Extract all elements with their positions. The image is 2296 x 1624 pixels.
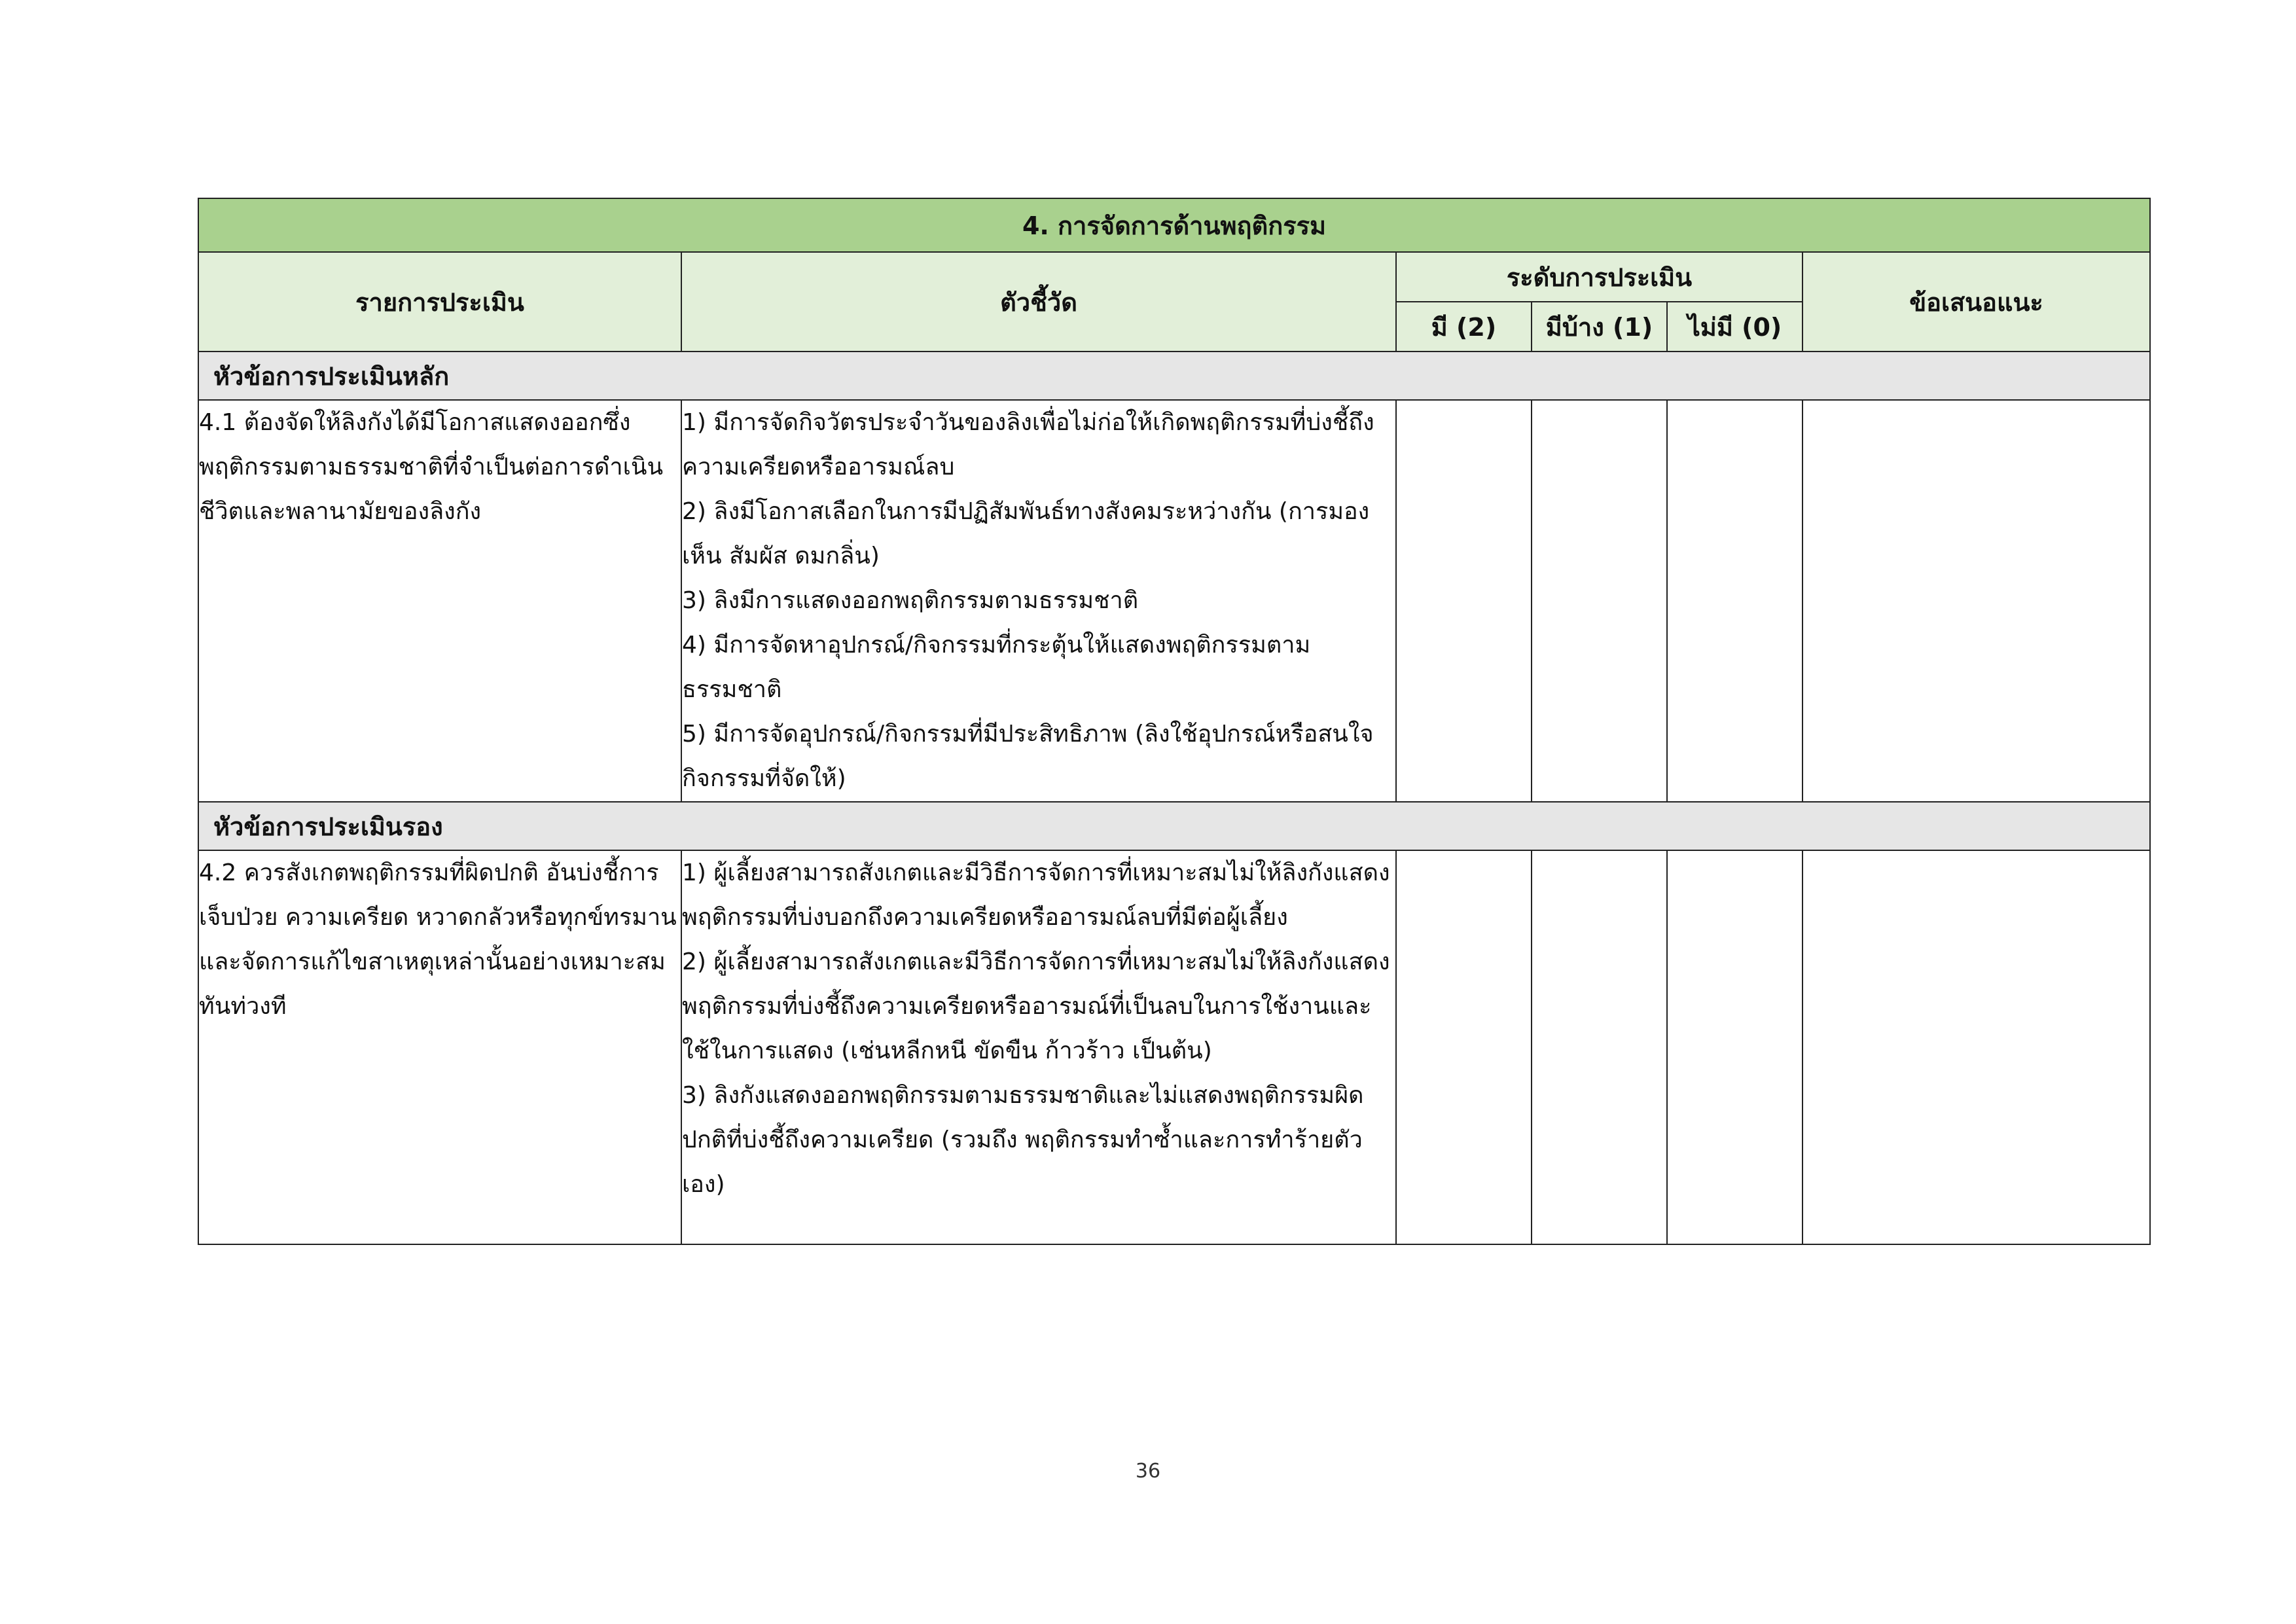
indicator-item: 1) มีการจัดกิจวัตรประจำวันของลิงเพื่อไม่ก่อให้เกิดพฤติกรรมที่บ่งชี้ถึงความเครียดหรืออารมณ์ลบ	[682, 409, 1374, 480]
table-row	[198, 850, 2150, 1244]
section-label-main: หัวข้อการประเมินหลัก	[198, 352, 2150, 400]
score-cell-have[interactable]	[1396, 850, 1532, 1244]
indicator-item: 5) มีการจัดอุปกรณ์/กิจกรรมที่มีประสิทธิภาพ (ลิงใช้อุปกรณ์หรือสนใจกิจกรรมที่จัดให้)	[682, 721, 1374, 792]
suggestion-cell[interactable]	[1803, 400, 2150, 802]
header-assessment-item: รายการประเมิน	[198, 252, 681, 352]
assessment-table	[198, 198, 2151, 1245]
suggestion-cell[interactable]	[1803, 850, 2150, 1244]
indicator-item: 4) มีการจัดหาอุปกรณ์/กิจกรรมที่กระตุ้นให้แสดงพฤติกรรมตามธรรมชาติ	[682, 632, 1311, 703]
assessment-item-text: 4.2 ควรสังเกตพฤติกรรมที่ผิดปกติ อันบ่งชี้การเจ็บป่วย ความเครียด หวาดกลัวหรือทุกข์ทรมานและจัดการแก้ไขสาเหตุเหล่านั้นอย่างเหมาะสมทันท่วงที	[198, 850, 681, 1244]
header-suggestion: ข้อเสนอแนะ	[1803, 252, 2150, 352]
score-cell-some[interactable]	[1532, 400, 1667, 802]
indicator-list	[681, 400, 1396, 802]
score-cell-some[interactable]	[1532, 850, 1667, 1244]
score-cell-have[interactable]	[1396, 400, 1532, 802]
indicator-item: 1) ผู้เลี้ยงสามารถสังเกตและมีวิธีการจัดการที่เหมาะสมไม่ให้ลิงกังแสดงพฤติกรรมที่บ่งบอกถึงความเครียดหรืออารมณ์ลบที่มีต่อผู้เลี้ยง	[682, 859, 1390, 931]
assessment-item-text: 4.1 ต้องจัดให้ลิงกังได้มีโอกาสแสดงออกซึ่งพฤติกรรมตามธรรมชาติที่จำเป็นต่อการดำเนินชีวิตและพลานามัยของลิงกัง	[198, 400, 681, 802]
header-assessment-level: ระดับการประเมิน	[1396, 252, 1803, 302]
indicator-item: 2) ผู้เลี้ยงสามารถสังเกตและมีวิธีการจัดการที่เหมาะสมไม่ให้ลิงกังแสดงพฤติกรรมที่บ่งชี้ถึงความเครียดหรืออารมณ์ที่เป็นลบในการใช้งานและใช้ในการแสดง (เช่นหลีกหนี ขัดขืน ก้าวร้าว เป็นต้น)	[682, 948, 1390, 1064]
header-level-have: มี (2)	[1396, 302, 1532, 352]
table-row	[198, 400, 2150, 802]
header-indicator: ตัวชี้วัด	[681, 252, 1396, 352]
indicator-item: 3) ลิงมีการแสดงออกพฤติกรรมตามธรรมชาติ	[682, 587, 1139, 614]
score-cell-none[interactable]	[1667, 400, 1803, 802]
indicator-item: 2) ลิงมีโอกาสเลือกในการมีปฏิสัมพันธ์ทางสังคมระหว่างกัน (การมองเห็น สัมผัส ดมกลิ่น)	[682, 498, 1370, 569]
indicator-item: 3) ลิงกังแสดงออกพฤติกรรมตามธรรมชาติและไม่แสดงพฤติกรรมผิดปกติที่บ่งชี้ถึงความเครียด (รวมถึง พฤติกรรมทำซ้ำและการทำร้ายตัวเอง)	[682, 1082, 1364, 1198]
section-label-secondary: หัวข้อการประเมินรอง	[198, 802, 2150, 850]
score-cell-none[interactable]	[1667, 850, 1803, 1244]
header-level-none: ไม่มี (0)	[1667, 302, 1803, 352]
section-title: 4. การจัดการด้านพฤติกรรม	[198, 198, 2150, 252]
indicator-list	[681, 850, 1396, 1244]
header-level-some: มีบ้าง (1)	[1532, 302, 1667, 352]
page-number: 36	[1135, 1460, 1161, 1483]
